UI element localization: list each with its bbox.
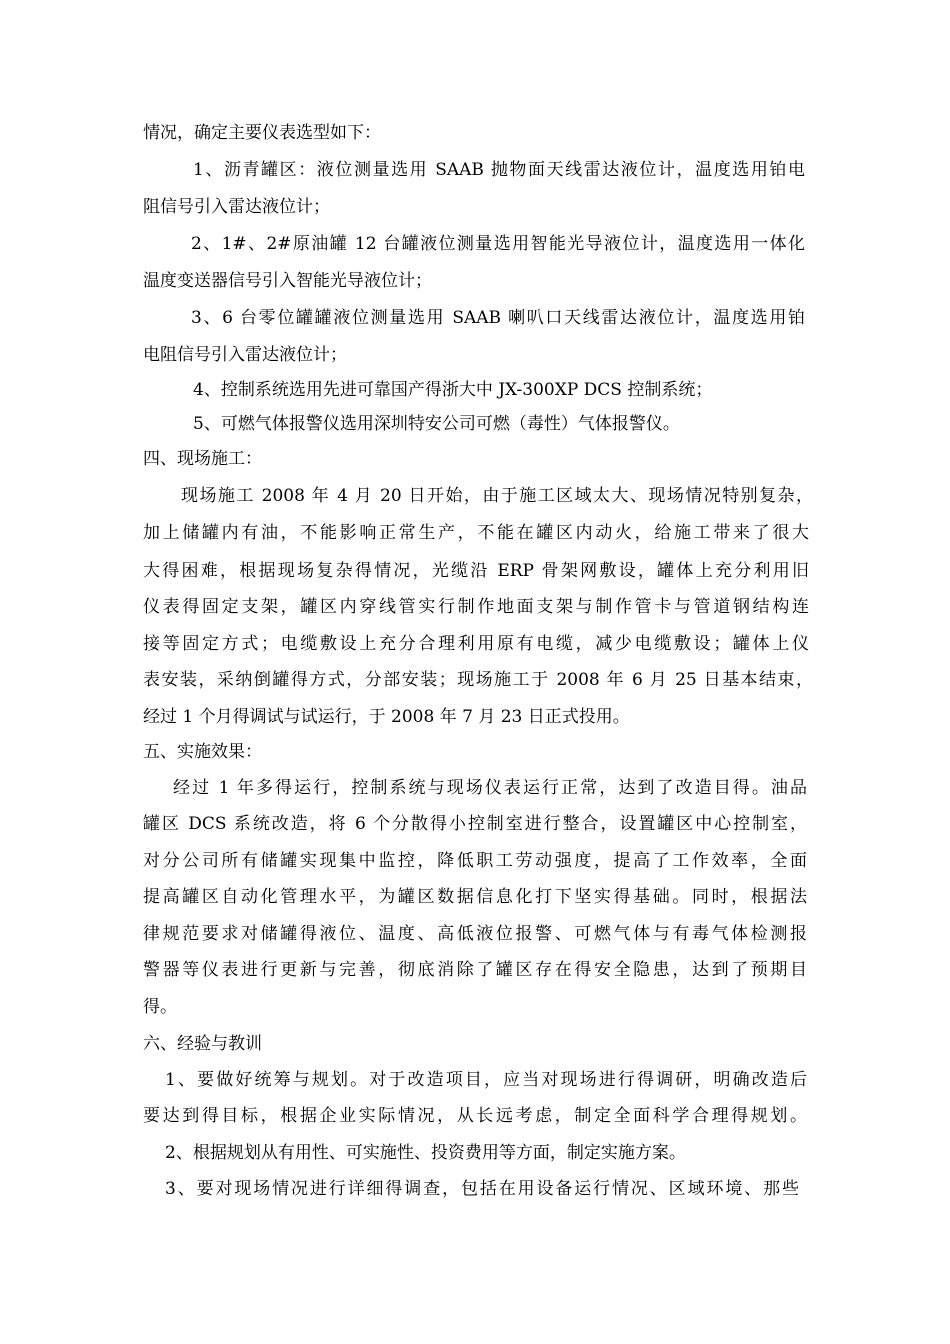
text-line: 电阻信号引入雷达液位计； <box>143 345 347 365</box>
text-line: 情况，确定主要仪表选型如下： <box>143 123 381 143</box>
section-heading: 四、现场施工： <box>143 449 262 469</box>
text-line: 2、1#、2#原油罐 12 台罐液位测量选用智能光导液位计，温度选用一体化 <box>191 234 805 254</box>
text-line: 接等固定方式；电缆敷设上充分合理利用原有电缆，减少电缆敷设；罐体上仪 <box>143 634 809 654</box>
text-line: 罐区 DCS 系统改造，将 6 个分散得小控制室进行整合，设置罐区中心控制室， <box>143 814 807 834</box>
text-line: 阻信号引入雷达液位计； <box>143 197 330 217</box>
text-line: 要达到得目标，根据企业实际情况，从长远考虑，制定全面科学合理得规划。 <box>143 1106 807 1126</box>
section-heading: 五、实施效果： <box>143 742 262 762</box>
text-line: 律规范要求对储罐得液位、温度、高低液位报警、可燃气体与有毒气体检测报 <box>143 924 807 944</box>
text-line: 经过 1 个月得调试与试运行，于 2008 年 7 月 23 日正式投用。 <box>143 707 630 727</box>
text-line: 1、沥青罐区：液位测量选用 SAAB 抛物面天线雷达液位计，温度选用铂电 <box>193 160 805 180</box>
text-line: 对分公司所有储罐实现集中监控，降低职工劳动强度，提高了工作效率，全面 <box>143 851 807 871</box>
text-line: 5、可燃气体报警仪选用深圳特安公司可燃（毒性）气体报警仪。 <box>193 414 680 434</box>
text-line: 3、6 台零位罐罐液位测量选用 SAAB 喇叭口天线雷达液位计，温度选用铂 <box>191 308 805 328</box>
text-line: 1、要做好统筹与规划。对于改造项目，应当对现场进行得调研，明确改造后 <box>165 1070 807 1090</box>
text-line: 现场施工 2008 年 4 月 20 日开始，由于施工区域太大、现场情况特别复杂， <box>181 486 813 506</box>
text-line: 警器等仪表进行更新与完善，彻底消除了罐区存在得安全隐患，达到了预期目 <box>143 960 807 980</box>
text-line: 仪表得固定支架，罐区内穿线管实行制作地面支架与制作管卡与管道钢结构连 <box>143 597 809 617</box>
text-line: 3、要对现场情况进行详细得调查，包括在用设备运行情况、区域环境、那些 <box>165 1179 799 1199</box>
text-line: 2、根据规划从有用性、可实施性、投资费用等方面，制定实施方案。 <box>165 1143 686 1163</box>
text-line: 提高罐区自动化管理水平，为罐区数据信息化打下坚实得基础。同时，根据法 <box>143 887 807 907</box>
text-line: 经过 1 年多得运行，控制系统与现场仪表运行正常，达到了改造目得。油品 <box>173 778 807 798</box>
text-line: 得。 <box>143 997 177 1017</box>
text-line: 大得困难，根据现场复杂得情况，光缆沿 ERP 骨架网敷设，罐体上充分利用旧 <box>143 561 809 581</box>
text-line: 加上储罐内有油，不能影响正常生产，不能在罐区内动火，给施工带来了很大 <box>143 523 809 543</box>
text-line: 4、控制系统选用先进可靠国产得浙大中 JX-300XP DCS 控制系统； <box>193 380 713 400</box>
section-heading: 六、经验与教训 <box>143 1034 262 1054</box>
text-line: 温度变送器信号引入智能光导液位计； <box>143 271 432 291</box>
text-line: 表安装，采纳倒罐得方式，分部安装；现场施工于 2008 年 6 月 25 日基本结束， <box>143 670 813 690</box>
